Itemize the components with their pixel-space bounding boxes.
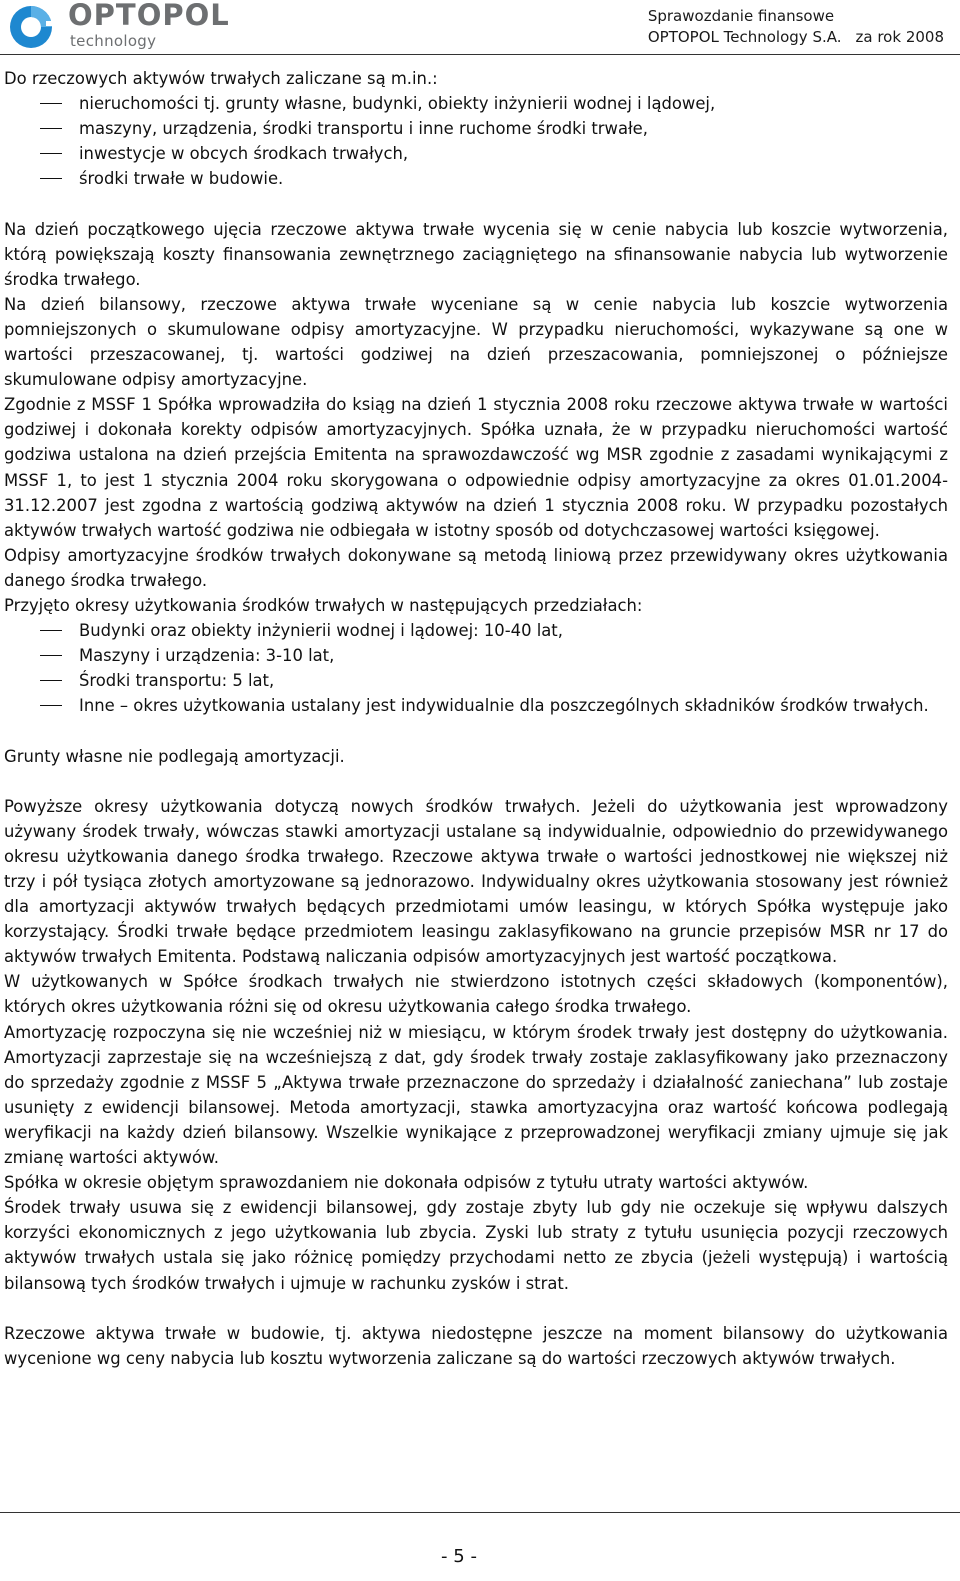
header-rule (0, 54, 960, 55)
report-title: Sprawozdanie finansowe (647, 7, 835, 25)
paragraph: Powyższe okresy użytkowania dotyczą nowych środków trwałych. Jeżeli do użytkowania jest wprowadzony używany środek trwały, wówczas stawki amortyzacji ustalane są indywidualnie, odpowiednio do przewidywanego okresu użytkowania danego środka trwałego. Rzeczowe aktywa trwałe o wartości jednostkowej nie większej niż trzy i pół tysiąca złotych amortyzowane są jednorazowo. Indywidualny okres użytkowania stosowany jest również dla amortyzacji aktywów trwałych będących przedmiotami umów leasingu, w których Spółka występuje jako korzystający. Środki trwałe będące przedmiotem leasingu zaklasyfikowano na gruncie przepisów MSR nr 17 do aktywów trwałych Emitenta. Podstawą naliczania odpisów amortyzacyjnych jest wartość początkowa. (4, 796, 948, 967)
list-item: Środki transportu: 5 lat, (4, 668, 948, 693)
logo-wordmark: OPTOPOL (68, 0, 230, 32)
company-name: OPTOPOL Technology (647, 28, 808, 46)
spacer (4, 718, 948, 743)
useful-life-list (4, 618, 948, 718)
spacer (4, 1296, 948, 1321)
paragraph: Spółka w okresie objętym sprawozdaniem nie dokonała odpisów z tytułu utraty wartości aktywów. (4, 1173, 809, 1193)
list-item: Maszyny i urządzenia: 3-10 lat, (4, 643, 948, 668)
paragraph: Zgodnie z MSSF 1 Spółka wprowadziła do ksiąg na dzień 1 stycznia 2008 roku rzeczowe aktywa trwałe w wartości godziwej i dokonała korekty odpisów amortyzacyjnych. Spółka uznała, że w przypadku nieruchomości wartość godziwa ustalona na dzień przejścia Emitenta na sprawozdawczość wg MSR zgodnie z zasadami wynikającymi z MSSF 1, to jest 1 stycznia 2004 roku skorygowana o odpowiednie odpisy amortyzacyjne za okres 01.01.2004-31.12.2007 jest zgodna z wartością godziwą aktywów na dzień 1 stycznia 2008 roku. W przypadku pozostałych aktywów trwałych wartość godziwa nie odbiegała w istotny sposób od dotychczasowej wartości księgowej. (4, 395, 948, 540)
asset-list (4, 91, 948, 191)
construction-note: Rzeczowe aktywa trwałe w budowie, tj. aktywa niedostępne jeszcze na moment bilansowy do użytkowania wycenione wg ceny nabycia lub kosztu wytworzenia zaliczane są do wartości rzeczowych aktywów trwałych. (4, 1323, 948, 1368)
report-company-line (648, 27, 944, 48)
logo-subtitle: technology (70, 32, 157, 50)
report-heading (648, 6, 944, 48)
land-note: Grunty własne nie podlegają amortyzacji. (4, 746, 345, 766)
paragraph: Na dzień początkowego ujęcia rzeczowe aktywa trwałe wycenia się w cenie nabycia lub koszcie wytworzenia, którą powiększają koszty finansowania zewnętrznego zaciągniętego na sfinansowanie nabycia lub wytworzenie środka trwałego. (4, 219, 948, 289)
page-header (0, 0, 960, 56)
list-item: inwestycje w obcych środkach trwałych, (4, 141, 948, 166)
paragraph: Środek trwały usuwa się z ewidencji bilansowej, gdy zostaje zbyty lub gdy nie oczekuje się wpływu dalszych korzyści ekonomicznych z jego użytkowania lub zbycia. Zyski lub straty z tytułu usunięcia pozycji rzeczowych aktywów trwałych ustala się jako różnicę pomiędzy przychodami netto ze zbycia (jeżeli występują) i wartością bilansową tych środków trwałych i ujmuje w rachunku zysków i strat. (4, 1198, 948, 1293)
assets-intro: Do rzeczowych aktywów trwałych zaliczane są m.in.: (4, 69, 438, 88)
list-item: środki trwałe w budowie. (4, 166, 948, 191)
list-item: nieruchomości tj. grunty własne, budynki, obiekty inżynierii wodnej i lądowej, (4, 91, 948, 116)
document-body (4, 66, 948, 1371)
list-item: maszyny, urządzenia, środki transportu i inne ruchome środki trwałe, (4, 116, 948, 141)
company-logo (8, 2, 238, 52)
page-number: - 5 - (441, 1546, 477, 1567)
list-item: Inne – okres użytkowania ustalany jest indywidualnie dla poszczególnych składników środków trwałych. (4, 693, 948, 718)
list-item: Budynki oraz obiekty inżynierii wodnej i lądowej: 10-40 lat, (4, 618, 948, 643)
report-period: za rok 2008 (855, 28, 944, 46)
company-suffix: S.A. (812, 28, 842, 46)
paragraph: Przyjęto okresy użytkowania środków trwałych w następujących przedziałach: (4, 595, 643, 615)
footer-rule (0, 1512, 960, 1513)
spacer (4, 769, 948, 794)
paragraph: Odpisy amortyzacyjne środków trwałych dokonywane są metodą liniową przez przewidywany okres użytkowania danego środka trwałego. (4, 545, 948, 590)
optopol-logo-icon (8, 4, 60, 50)
spacer (4, 191, 948, 216)
paragraph: Amortyzację rozpoczyna się nie wcześniej niż w miesiącu, w którym środek trwały jest dostępny do użytkowania. Amortyzacji zaprzestaje się na wcześniejszą z dat, gdy środek trwały zostaje zaklasyfikowany jako przeznaczony do sprzedaży zgodnie z MSSF 5 „Aktywa trwałe przeznaczone do sprzedaży i działalność zaniechana” lub zostaje usunięty z ewidencji bilansowej. Metoda amortyzacji, stawka amortyzacyjna oraz wartość końcowa podlegają weryfikacji na każdy dzień bilansowy. Wszelkie wynikające z przeprowadzonej weryfikacji zmiany ujmuje się jak zmianę wartości aktywów. (4, 1022, 948, 1168)
paragraph: W użytkowanych w Spółce środkach trwałych nie stwierdzono istotnych części składowych (komponentów), których okres użytkowania różni się od okresu użytkowania całego środka trwałego. (4, 972, 948, 1017)
paragraph: Na dzień bilansowy, rzeczowe aktywa trwałe wyceniane są w cenie nabycia lub koszcie wytworzenia pomniejszonych o skumulowane odpisy amortyzacyjne. W przypadku nieruchomości, wykazywane są one w wartości przeszacowanej, tj. wartości godziwej na dzień przeszacowania, pomniejszonej o późniejsze skumulowane odpisy amortyzacyjne. (4, 294, 948, 390)
